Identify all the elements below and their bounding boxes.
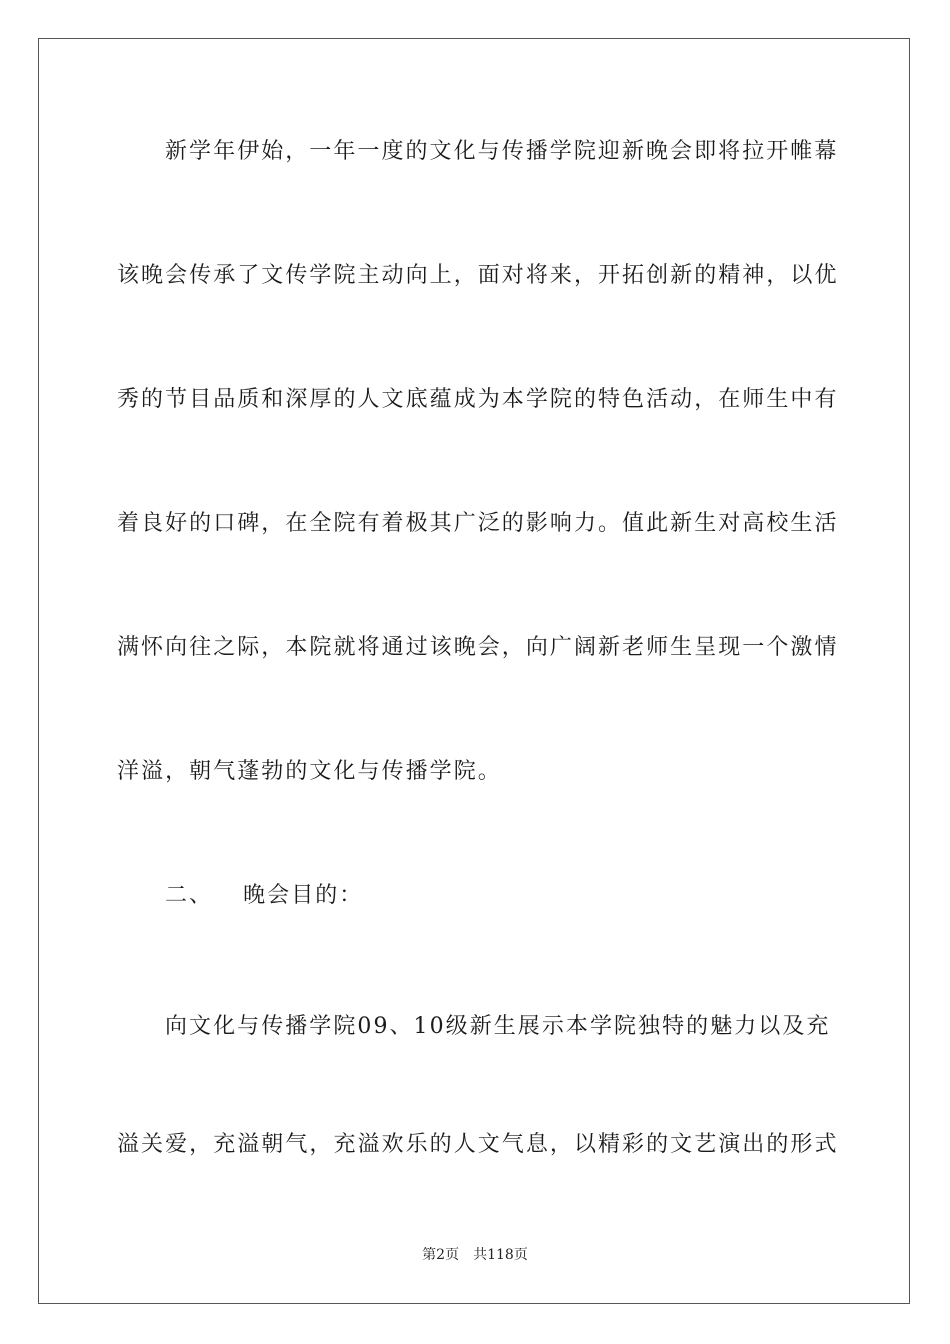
section-title: 晚会目的： bbox=[243, 883, 364, 908]
page-border bbox=[38, 38, 910, 1304]
total-pages: 共118页 bbox=[473, 1247, 528, 1263]
paragraph-line-2: 该晚会传承了文传学院主动向上，面对将来，开拓创新的精神，以优 bbox=[117, 263, 839, 288]
page-number: 第2页 bbox=[422, 1247, 460, 1263]
paragraph-line-6: 洋溢，朝气蓬勃的文化与传播学院。 bbox=[117, 759, 502, 784]
section-number: 二、 bbox=[165, 883, 214, 908]
paragraph2-line-1: 向文化与传播学院09、10级新生展示本学院独特的魅力以及充 bbox=[165, 1014, 831, 1039]
paragraph-line-4: 着良好的口碑，在全院有着极其广泛的影响力。值此新生对高校生活 bbox=[117, 511, 839, 536]
page-footer bbox=[0, 1246, 950, 1264]
section-heading bbox=[165, 881, 363, 911]
paragraph-line-1: 新学年伊始，一年一度的文化与传播学院迎新晚会即将拉开帷幕 bbox=[165, 139, 839, 164]
paragraph2-line-2: 溢关爱，充溢朝气，充溢欢乐的人文气息，以精彩的文艺演出的形式 bbox=[117, 1132, 839, 1157]
paragraph-line-3: 秀的节目品质和深厚的人文底蕴成为本学院的特色活动，在师生中有 bbox=[117, 387, 839, 412]
paragraph-line-5: 满怀向往之际，本院就将通过该晚会，向广阔新老师生呈现一个激情 bbox=[117, 635, 839, 660]
